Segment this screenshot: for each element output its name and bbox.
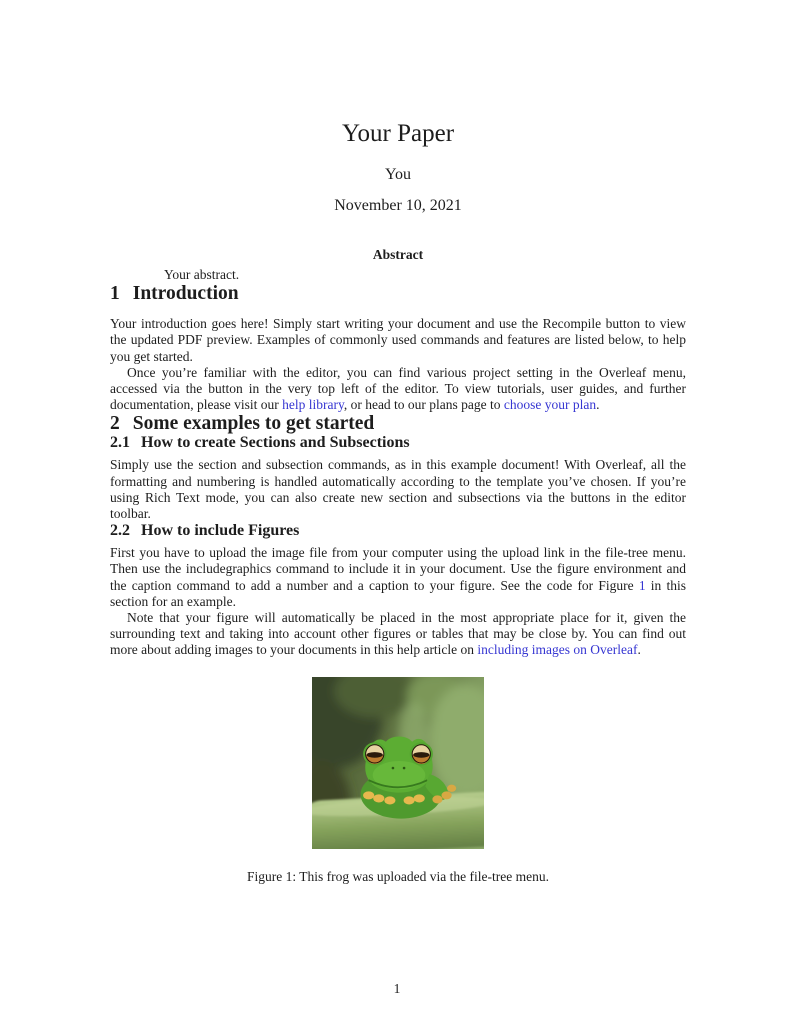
page-number: 1 <box>393 981 401 996</box>
figures-p1-text-1: First you have to upload the image file from your computer using the upload link in the file-tree menu. Then use the includegraphics command to include it in your document. Use the figure environment and the caption command to add a number and a caption to your figure. See the code for Figure <box>110 545 686 593</box>
choose-your-plan-link[interactable]: choose your plan <box>503 397 597 413</box>
frog-photo <box>312 677 484 849</box>
subsection-2-2-number: 2.2 <box>110 522 130 540</box>
figures-p2-text-2: . <box>637 642 641 658</box>
paper-title: Your Paper <box>341 120 455 147</box>
intro-p2-text-2: , or head to our plans page to <box>343 397 504 413</box>
figures-p2-text-1: Note that your figure will automatically be placed in the most appropriate place for it, given the surrounding text and taking into account other figures or tables that may be close by. You can find out more about adding images to your documents in this help article on <box>110 610 686 658</box>
intro-p2-text-3: . <box>596 397 600 413</box>
section-1-number: 1 <box>110 283 120 305</box>
subsection-2-1-number: 2.1 <box>110 434 130 452</box>
section-1-heading <box>110 283 686 304</box>
subsection-2-2-heading <box>110 522 686 539</box>
section-1-title: Introduction <box>132 283 239 305</box>
subsection-2-1-title: How to create Sections and Subsections <box>141 434 410 452</box>
figures-paragraph-2 <box>110 610 686 659</box>
figure-1-reference-link[interactable]: 1 <box>638 577 646 593</box>
subsection-2-1-heading <box>110 434 686 451</box>
left-eye <box>366 744 384 763</box>
subsection-2-1-paragraph: Simply use the section and subsection commands, as in this example document! With Overleaf, all the formatting and numbering is handled automatically according to the template you’ve chosen. If you’re using Rich Text mode, you can also create new section and subsections via the buttons in the editor toolbar. <box>110 457 686 522</box>
intro-paragraph-2 <box>110 365 686 414</box>
paper-date: November 10, 2021 <box>334 197 462 214</box>
intro-paragraph-1: Your introduction goes here! Simply start writing your document and use the Recompile button to view the updated PDF preview. Examples of commonly used commands and features are listed below, to help you get started. <box>110 316 686 364</box>
abstract-heading: Abstract <box>372 247 424 262</box>
figure-1 <box>110 677 686 885</box>
abstract-text: Your abstract. <box>164 267 240 282</box>
figure-1-caption: Figure 1: This frog was uploaded via the file-tree menu. <box>247 868 549 884</box>
right-eye <box>412 744 430 763</box>
section-2-title: Some examples to get started <box>132 413 375 435</box>
intro-p2-text-1: Once you’re familiar with the editor, you can find various project setting in the Overleaf menu, accessed via the button in the very top left of the editor. To view tutorials, user guides, and further documentation, please visit our <box>110 364 686 413</box>
subsection-2-2-title: How to include Figures <box>141 522 300 540</box>
page-content <box>110 0 686 885</box>
including-images-on-overleaf-link[interactable]: including images on Overleaf <box>477 642 638 658</box>
figures-p1-text-2: in this section for an example. <box>110 577 687 609</box>
section-2-heading <box>110 413 686 434</box>
figures-paragraph-1 <box>110 545 686 610</box>
paper-author: You <box>385 166 411 183</box>
help-library-link[interactable]: help library <box>282 397 344 413</box>
section-2-number: 2 <box>110 413 120 435</box>
